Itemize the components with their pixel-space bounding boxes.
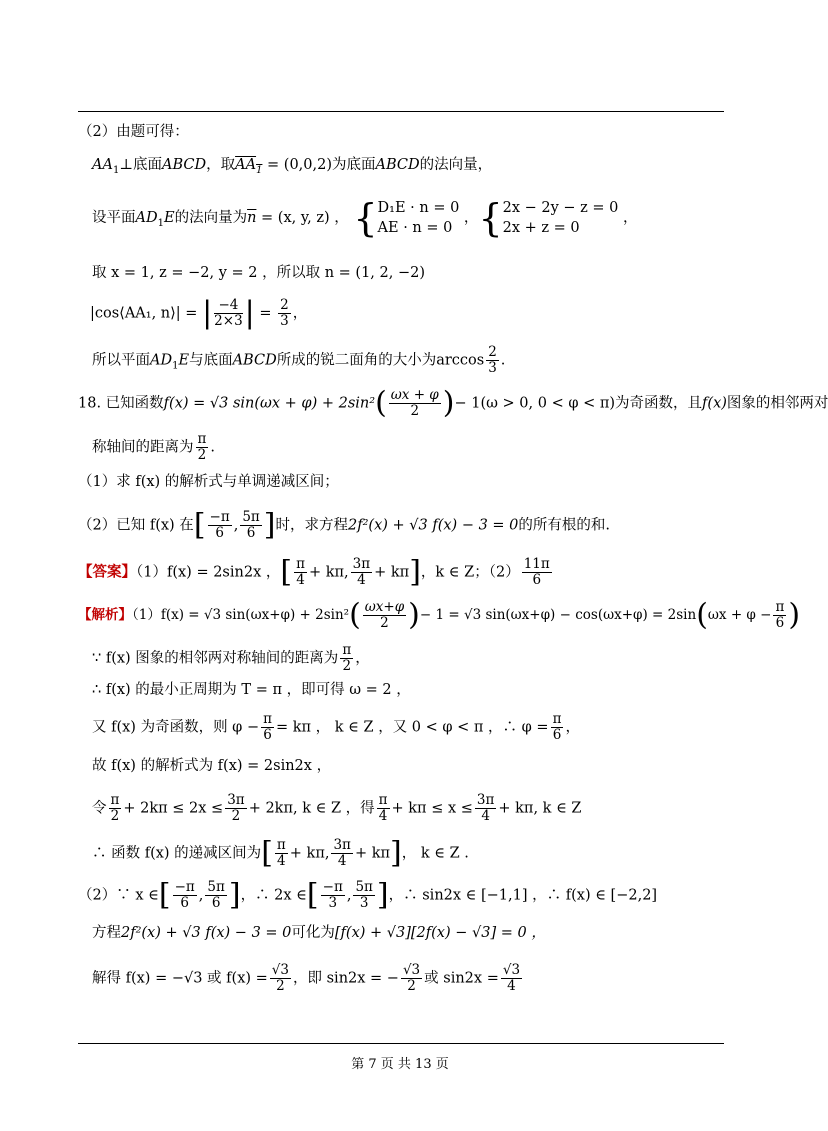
problem-18-line2: 称轴间的距离为 $\frac{\pi}{2}$ .: [92, 431, 215, 463]
analysis-line6: 令 $\frac{\pi}{2}$ + 2kπ ≤ 2x ≤ $\frac{3\pi}{2}$ + 2kπ, k ∈ Z ，得 $\frac{\pi}{4}$ + kπ ≤ x ≤ $\frac{3\pi}{4}$ + kπ, k ∈ Z: [92, 792, 582, 824]
line-aa1-normal: $AA_1\perp$底面ABCD，取$AA_1 = (0,0,2)$为底面ABCD的法向量，: [92, 157, 493, 176]
analysis-label: 【解析】: [78, 607, 132, 623]
problem-18-part2: （2）已知 f(x) 在[ $\frac{-\pi}{6}$ , $\frac{5\pi}{6}$ ]时，求方程2f²(x) + √3 f(x) − 3 = 0的所有根的和.: [78, 507, 611, 543]
analysis-line9: 方程2f²(x) + √3 f(x) − 3 = 0可化为[f(x) + √3][2f(x) − √3] = 0 ，: [92, 925, 546, 941]
page-footer: 第 7 页 共 13 页: [351, 1057, 449, 1072]
analysis-line1: 【解析】（1）f(x) = √3 sin(ωx+φ) + 2sin²( $\frac{\omega x+\varphi}{2}$ )− 1 = √3 sin(ωx+φ) − cos(ωx+φ) = 2sin(ωx + φ − $\frac{\pi}{6}$ ): [78, 597, 801, 633]
line-conclusion: 所以平面$AD_1E$与底面ABCD所成的锐二面角的大小为arccos $\frac{2}{3}$ .: [92, 344, 506, 376]
analysis-line8: （2）∵ x ∈[ $\frac{-\pi}{6}$ , $\frac{5\pi}{6}$ ]，∴ 2x ∈[ $\frac{-\pi}{3}$ , $\frac{5\pi}{3}$ ]，∴ sin2x ∈ [−1,1] ，∴ f(x) ∈ [−2,2]: [78, 877, 658, 913]
analysis-line4: 又 f(x) 为奇函数，则 φ − $\frac{\pi}{6}$ = kπ ， k ∈ Z ，又 0 < φ < π ，∴ φ = $\frac{\pi}{6}$ ，: [92, 711, 580, 743]
analysis-line10: 解得 f(x) = −√3 或 f(x) = $\frac{√3}{2}$ ，即 sin2x = − $\frac{√3}{2}$ 或 sin2x = $\frac{√3}{4}$: [92, 962, 521, 994]
problem-18-part1: （1）求 f(x) 的解析式与单调递减区间；: [78, 474, 339, 490]
analysis-line7: ∴ 函数 f(x) 的递减区间为[ $\frac{\pi}{4}$ + kπ, $\frac{3\pi}{4}$ + kπ]， k ∈ Z .: [92, 835, 469, 871]
footer-rule: [78, 1043, 724, 1044]
part2-header: （2）由题可得：: [78, 124, 189, 140]
line-take-values: 取 x = 1, z = −2, y = 2 ，所以取 n = (1, 2, −2): [92, 265, 425, 281]
answer-line: 【答案】（1）f(x) = 2sin2x ，[ $\frac{\pi}{4}$ + kπ, $\frac{3\pi}{4}$ + kπ]，k ∈ Z；（2） $\frac{11\pi}{6}$: [78, 554, 550, 590]
answer-label: 【答案】: [78, 563, 136, 581]
analysis-line3: ∴ f(x) 的最小正周期为 T = π ，即可得 ω = 2 ，: [92, 682, 411, 698]
analysis-line5: 故 f(x) 的解析式为 f(x) = 2sin2x ，: [92, 758, 332, 774]
line-plane-normal: 设平面$AD_1E$的法向量为$\overline{n} = (x$, y, z) ， { D₁E · n = 0 AE · n = 0 ，{ 2x − 2y − z = 0 2x + z = 0 ，: [92, 196, 638, 240]
header-rule: [78, 111, 724, 112]
analysis-line2: ∵ f(x) 图象的相邻两对称轴间的距离为 $\frac{\pi}{2}$ ，: [92, 642, 370, 674]
problem-18: 18. 已知函数f(x) = √3 sin(ωx + φ) + 2sin²( $\frac{\omega x + \varphi}{2}$ )− 1(ω > 0, 0 < φ < π)为奇函数，且f(x)图象的相邻两对: [78, 385, 828, 421]
line-cos: |cos⟨AA₁, n⟩| = | $\frac{-4}{2\times 3}$ | = $\frac{2}{3}$ ，: [90, 295, 308, 331]
